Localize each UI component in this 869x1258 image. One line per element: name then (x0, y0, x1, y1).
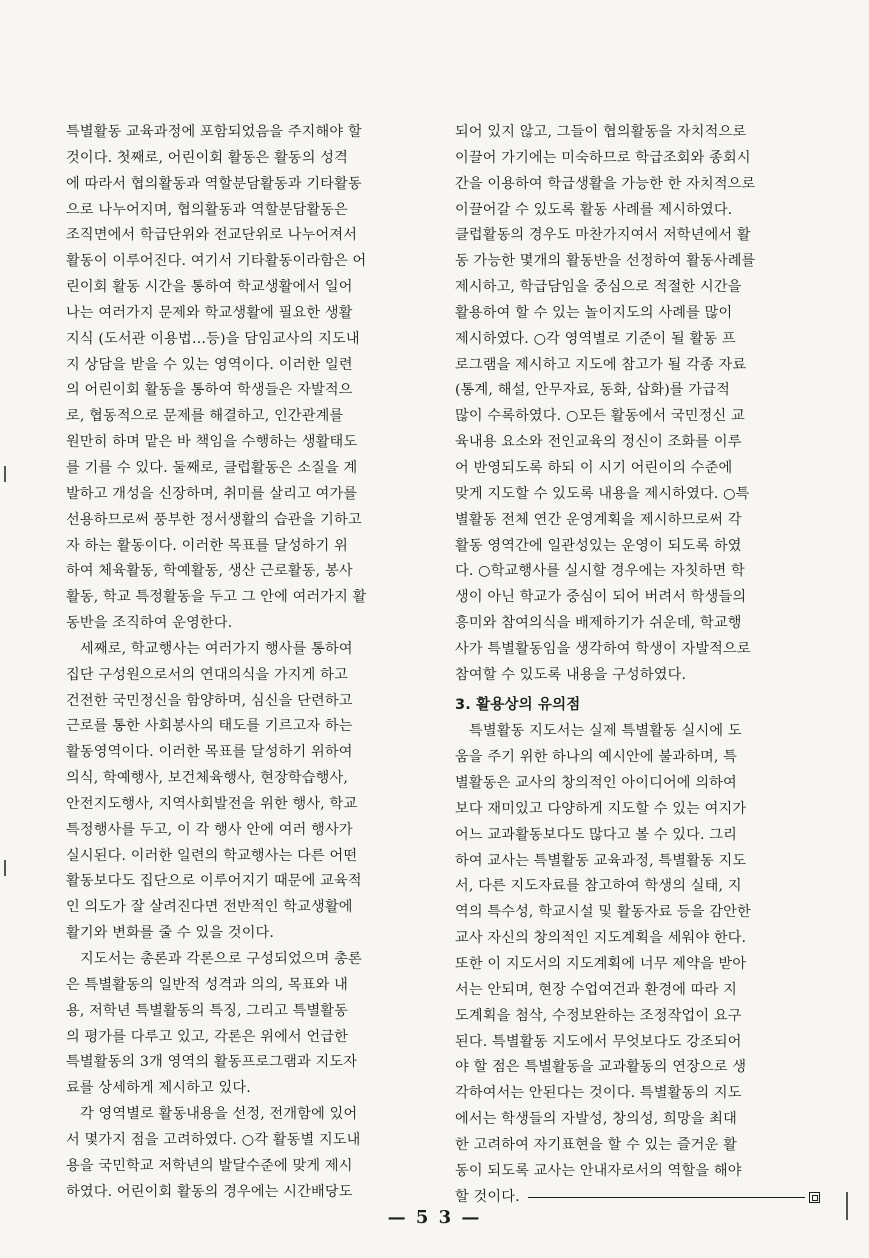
text-line: 생이 아닌 학교가 중심이 되어 버려서 학생들의 (455, 589, 747, 606)
text-line: 별활동은 교사의 창의적인 아이디어에 의하여 (455, 775, 737, 792)
text-line: 클럽활동의 경우도 마찬가지여서 저학년에서 활 (455, 227, 751, 244)
text-line: 린이회 활동 시간을 통하여 학교생활에서 일어 (66, 279, 353, 296)
text-line: 활동이 이루어진다. 여기서 기타활동이라함은 어 (66, 253, 367, 270)
text-line: 이끌어 가기에는 미숙하므로 학급조회와 종회시 (455, 149, 751, 166)
text-line: 용, 저학년 특별활동의 특징, 그리고 특별활동 (66, 1002, 349, 1019)
end-mark-icon (809, 1192, 820, 1203)
paragraph (66, 1102, 431, 1205)
text-line: 이끌어갈 수 있도록 활동 사례를 제시하였다. (455, 201, 733, 218)
text-line: 어 반영되도록 하되 이 시기 어린이의 수준에 (455, 459, 733, 476)
text-line: 의 평가를 다루고 있고, 각론은 위에서 언급한 (66, 1028, 349, 1045)
final-line: 할 것이다. (455, 1188, 520, 1205)
text-line: 되어 있지 않고, 그들이 협의활동을 자치적으로 (455, 124, 747, 140)
text-line: 특별활동의 3개 영역의 활동프로그램과 지도자 (66, 1054, 358, 1071)
text-line: 활기와 변화를 줄 수 있을 것이다. (66, 925, 275, 942)
paragraph (455, 719, 820, 1184)
text-line: 하였다. 어린이회 활동의 경우에는 시간배당도 (66, 1183, 353, 1200)
text-line: 지 상담을 받을 수 있는 영역이다. 이러한 일련 (66, 356, 353, 373)
text-line: 로, 협동적으로 문제를 해결하고, 인간관계를 (66, 408, 344, 425)
text-line: 료를 상세하게 제시하고 있다. (66, 1080, 251, 1097)
text-line: 육내용 요소와 전인교육의 정신이 조화를 이루 (455, 434, 742, 451)
text-line: 에서는 학생들의 자발성, 창의성, 희망을 최대 (455, 1111, 738, 1128)
paragraph (66, 947, 431, 1102)
text-line: 참여할 수 있도록 내용을 구성하였다. (455, 666, 687, 683)
text-line: 한 고려하여 자기표현을 할 수 있는 즐거운 활 (455, 1136, 738, 1153)
text-line: 보다 재미있고 다양하게 지도할 수 있는 여지가 (455, 800, 747, 817)
text-line: 에 따라서 협의활동과 역할분담활동과 기타활동 (66, 175, 362, 192)
text-line: 제시하였다. ○각 영역별로 기준이 될 활동 프 (455, 330, 736, 347)
text-line: 특정행사를 두고, 이 각 행사 안에 여러 행사가 (66, 821, 353, 838)
margin-mark (4, 860, 6, 876)
text-line: 를 기를 수 있다. 둘째로, 클럽활동은 소질을 계 (66, 459, 358, 476)
text-line: 서는 안되며, 현장 수업여건과 환경에 따라 지 (455, 981, 738, 998)
paragraph (66, 637, 431, 947)
left-column (66, 120, 431, 1205)
text-line: 역의 특수성, 학교시설 및 활동자료 등을 감안한 (455, 904, 751, 921)
text-line: 지식 (도서관 이용법…등)을 담임교사의 지도내 (66, 330, 360, 347)
text-line: 각 영역별로 활동내용을 선정, 전개함에 있어 (80, 1106, 358, 1123)
text-line: 활용하여 할 수 있는 놀이지도의 사례를 많이 (455, 304, 733, 321)
text-line: 서 몇가지 점을 고려하였다. ○각 활동별 지도내 (66, 1131, 361, 1148)
text-line: 흥미와 참여의식을 배제하기가 쉬운데, 학교행 (455, 615, 742, 632)
text-line: 야 할 점은 특별활동을 교과활동의 연장으로 생 (455, 1059, 747, 1076)
text-line: 된다. 특별활동 지도에서 무엇보다도 강조되어 (455, 1033, 742, 1050)
text-line: 맞게 지도할 수 있도록 내용을 제시하였다. ○특 (455, 485, 750, 502)
margin-mark (4, 466, 6, 482)
text-line: 으로 나누어지며, 협의활동과 역할분담활동은 (66, 201, 348, 218)
text-line: 제시하고, 학급담임을 중심으로 적절한 시간을 (455, 279, 742, 296)
text-line: 자 하는 활동이다. 이러한 목표를 달성하기 위 (66, 537, 349, 554)
text-line: 나는 여러가지 문제와 학교생활에 필요한 생활 (66, 304, 353, 321)
text-line: 원만히 하며 맡은 바 책임을 수행하는 생활태도 (66, 434, 358, 451)
text-line: 움을 주기 위한 하나의 예시안에 불과하며, 특 (455, 749, 738, 766)
text-line: 활동영역이다. 이러한 목표를 달성하기 위하여 (66, 744, 353, 761)
paragraph (455, 120, 820, 689)
right-column-body (455, 120, 820, 689)
text-line: 의 어린이회 활동을 통하여 학생들은 자발적으 (66, 382, 353, 399)
text-line: 로그램을 제시하고 지도에 참고가 될 각종 자료 (455, 356, 747, 373)
end-rule (528, 1197, 805, 1198)
text-line: 활동보다도 집단으로 이루어지기 때문에 교육적 (66, 873, 362, 890)
text-line: 하여 교사는 특별활동 교육과정, 특별활동 지도 (455, 852, 747, 869)
text-line: 것이다. 첫째로, 어린이회 활동은 활동의 성격 (66, 149, 349, 166)
text-line: 안전지도행사, 지역사회발전을 위한 행사, 학교 (66, 795, 358, 812)
text-line: 각하여서는 안된다는 것이다. 특별활동의 지도 (455, 1085, 742, 1102)
text-line: 또한 이 지도서의 지도계획에 너무 제약을 받아 (455, 956, 747, 972)
text-line: 실시된다. 이러한 일련의 학교행사는 다른 어떤 (66, 847, 358, 864)
text-line: 교사 자신의 창의적인 지도계획을 세워야 한다. (455, 930, 747, 947)
text-line: 세째로, 학교행사는 여러가지 행사를 통하여 (80, 640, 353, 657)
text-line: 별활동 전체 연간 운영계획을 제시하므로써 각 (455, 511, 742, 528)
text-line: 선용하므로써 풍부한 정서생활의 습관을 기하고 (66, 511, 362, 528)
text-line: 활동, 학교 특정활동을 두고 그 안에 여러가지 활 (66, 589, 367, 606)
text-line: 건전한 국민정신을 함양하며, 심신을 단련하고 (66, 692, 353, 709)
paragraph (66, 120, 431, 637)
text-line: 지도서는 총론과 각론으로 구성되었으며 총론 (80, 951, 362, 967)
text-line: 서, 다른 지도자료를 참고하여 학생의 실태, 지 (455, 878, 742, 895)
section-heading: 3. 활용상의 유의점 (455, 696, 581, 713)
text-line: 활동 영역간에 일관성있는 운영이 되도록 하였 (455, 537, 742, 554)
text-line: 인 의도가 잘 살려진다면 전반적인 학교생활에 (66, 899, 353, 916)
section-body (455, 719, 820, 1184)
text-line: 특별활동 지도서는 실제 특별활동 실시에 도 (469, 723, 742, 740)
text-line: 동이 되도록 교사는 안내자로서의 역할을 해야 (455, 1162, 742, 1179)
text-line: 발하고 개성을 신장하며, 취미를 살리고 여가를 (66, 485, 358, 502)
text-line: 조직면에서 학급단위와 전교단위로 나누어져서 (66, 227, 358, 244)
text-line: 동 가능한 몇개의 활동반을 선정하여 활동사례를 (455, 253, 756, 270)
text-line: 도계획을 첨삭, 수정보완하는 조정작업이 요구 (455, 1007, 742, 1024)
text-line: 어느 교과활동보다도 많다고 볼 수 있다. 그리 (455, 826, 738, 843)
text-line: (통계, 해설, 안무자료, 동화, 삽화)를 가급적 (455, 382, 730, 399)
text-line: 동반을 조직하여 운영한다. (66, 615, 233, 632)
text-line: 다. ○학교행사를 실시할 경우에는 자칫하면 학 (455, 563, 745, 580)
text-line: 근로를 통한 사회봉사의 태도를 기르고자 하는 (66, 718, 353, 735)
right-column (455, 120, 820, 1210)
text-line: 많이 수록하였다. ○모든 활동에서 국민정신 교 (455, 408, 745, 425)
text-line: 특별활동 교육과정에 포함되었음을 주지해야 할 (66, 124, 362, 140)
text-line: 하여 체육활동, 학예활동, 생산 근로활동, 봉사 (66, 563, 353, 580)
text-line: 사가 특별활동임을 생각하여 학생이 자발적으로 (455, 640, 751, 657)
page-number: — 5 3 — (387, 1207, 482, 1228)
text-line: 은 특별활동의 일반적 성격과 의의, 목표와 내 (66, 976, 349, 993)
text-line: 의식, 학예행사, 보건체육행사, 현장학습행사, (66, 770, 349, 787)
text-line: 집단 구성원으로서의 연대의식을 가지게 하고 (66, 666, 348, 683)
text-line: 용을 국민학교 저학년의 발달수준에 맞게 제시 (66, 1157, 353, 1174)
text-line: 간을 이용하여 학급생활을 가능한 한 자치적으로 (455, 175, 756, 192)
